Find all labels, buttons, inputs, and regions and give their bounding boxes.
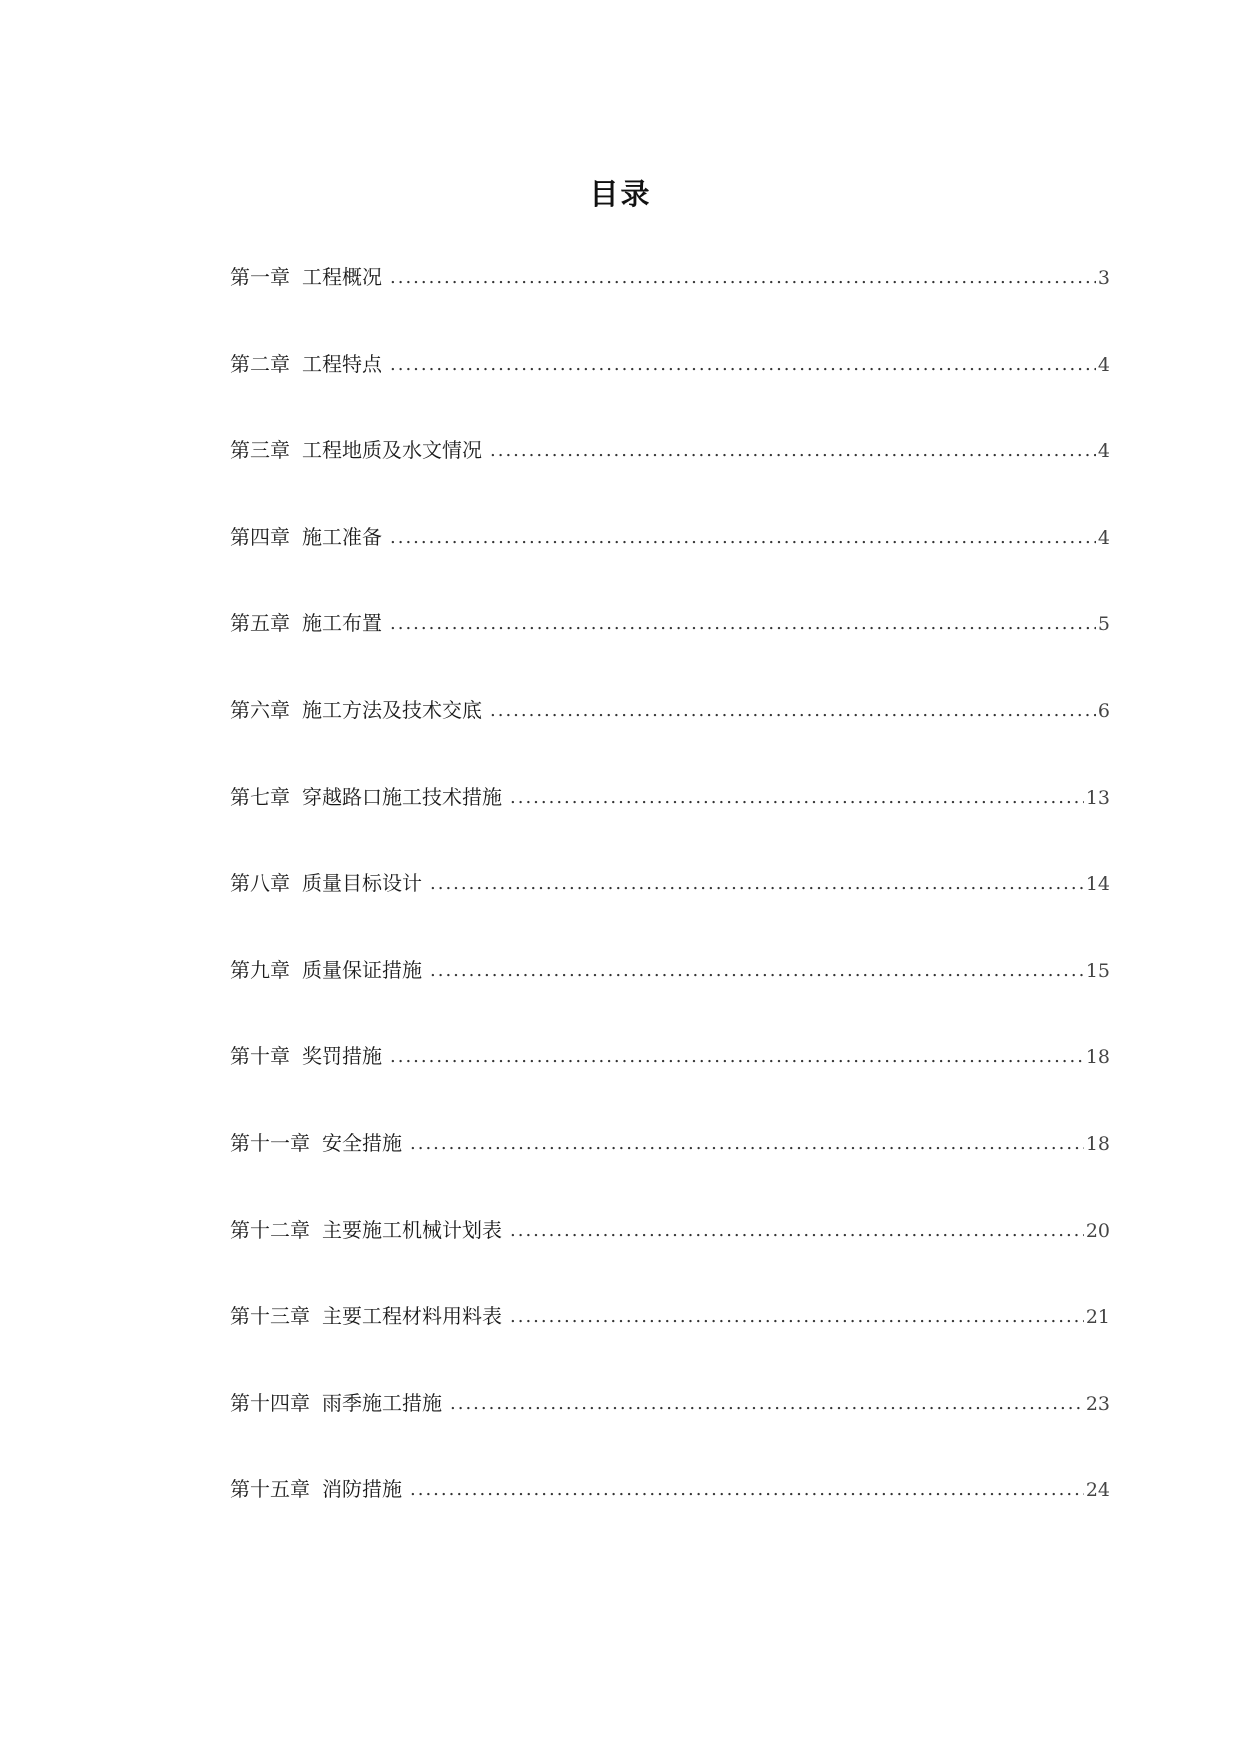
toc-chapter-number: 第十三章 xyxy=(230,1304,310,1329)
toc-chapter-title: 工程特点 xyxy=(302,351,382,376)
toc-chapter-number: 第八章 xyxy=(230,871,290,896)
toc-dot-leader xyxy=(450,1389,1084,1419)
toc-entry[interactable] xyxy=(230,868,1110,955)
toc-chapter-number: 第五章 xyxy=(230,611,290,636)
toc-chapter-number: 第六章 xyxy=(230,697,290,722)
toc-entry[interactable] xyxy=(230,1301,1110,1388)
toc-chapter-title: 施工布置 xyxy=(302,611,382,636)
toc-chapter-title: 质量目标设计 xyxy=(302,871,422,896)
toc-chapter-number: 第十一章 xyxy=(230,1130,310,1155)
toc-page-number: 18 xyxy=(1085,1046,1110,1069)
toc-dot-leader xyxy=(430,956,1084,986)
toc-entry[interactable] xyxy=(230,1474,1110,1561)
toc-dot-leader xyxy=(510,1216,1084,1246)
toc-chapter-title: 主要工程材料用料表 xyxy=(322,1304,502,1329)
toc-dot-leader xyxy=(430,869,1084,899)
toc-dot-leader xyxy=(390,609,1096,639)
page-title: 目录 xyxy=(589,177,652,211)
toc-chapter-title: 雨季施工措施 xyxy=(322,1390,442,1415)
toc-entry[interactable] xyxy=(230,782,1110,869)
toc-chapter-title: 施工方法及技术交底 xyxy=(302,697,482,722)
toc-page-number: 20 xyxy=(1085,1219,1110,1242)
toc-dot-leader xyxy=(510,783,1084,813)
toc-page-number: 3 xyxy=(1097,267,1110,289)
toc-chapter-number: 第九章 xyxy=(230,957,290,982)
toc-dot-leader xyxy=(390,523,1096,553)
toc-page-number: 24 xyxy=(1085,1479,1110,1502)
toc-page-number: 5 xyxy=(1097,613,1110,636)
toc-dot-leader xyxy=(510,1302,1084,1332)
toc-dot-leader xyxy=(490,436,1096,466)
toc-page-number: 18 xyxy=(1085,1132,1110,1155)
toc-chapter-title: 施工准备 xyxy=(302,524,382,549)
toc-page-number: 15 xyxy=(1085,959,1110,982)
toc-entry[interactable] xyxy=(230,955,1110,1042)
toc-page-number: 4 xyxy=(1097,353,1110,376)
toc-entry[interactable] xyxy=(230,608,1110,695)
toc-list xyxy=(230,262,1110,1561)
toc-chapter-title: 工程地质及水文情况 xyxy=(302,438,482,463)
toc-chapter-number: 第一章 xyxy=(230,265,290,289)
toc-chapter-title: 安全措施 xyxy=(322,1130,402,1155)
toc-page-number: 4 xyxy=(1097,440,1110,463)
toc-page-number: 13 xyxy=(1085,786,1110,809)
toc-dot-leader xyxy=(390,350,1096,380)
toc-chapter-number: 第十二章 xyxy=(230,1217,310,1242)
toc-page-number: 6 xyxy=(1097,699,1110,722)
toc-dot-leader xyxy=(410,1475,1084,1505)
toc-entry[interactable] xyxy=(230,522,1110,609)
toc-dot-leader xyxy=(390,1042,1084,1072)
toc-chapter-title: 消防措施 xyxy=(322,1477,402,1502)
toc-page-number: 4 xyxy=(1097,526,1110,549)
toc-page-number: 21 xyxy=(1085,1306,1110,1329)
toc-entry[interactable] xyxy=(230,1215,1110,1302)
toc-chapter-number: 第十四章 xyxy=(230,1390,310,1415)
toc-chapter-title: 奖罚措施 xyxy=(302,1044,382,1069)
toc-chapter-number: 第十五章 xyxy=(230,1477,310,1502)
toc-chapter-number: 第七章 xyxy=(230,784,290,809)
toc-dot-leader xyxy=(490,696,1096,726)
toc-entry[interactable] xyxy=(230,1388,1110,1475)
toc-entry[interactable] xyxy=(230,1041,1110,1128)
toc-chapter-title: 主要施工机械计划表 xyxy=(322,1217,502,1242)
toc-chapter-number: 第二章 xyxy=(230,351,290,376)
toc-chapter-number: 第四章 xyxy=(230,524,290,549)
toc-dot-leader xyxy=(390,263,1096,293)
toc-entry[interactable] xyxy=(230,349,1110,436)
toc-page-number: 14 xyxy=(1085,873,1110,896)
toc-chapter-title: 工程概况 xyxy=(302,265,382,289)
toc-entry[interactable] xyxy=(230,435,1110,522)
toc-dot-leader xyxy=(410,1129,1084,1159)
toc-entry[interactable] xyxy=(230,262,1110,349)
toc-entry[interactable] xyxy=(230,695,1110,782)
toc-chapter-title: 质量保证措施 xyxy=(302,957,422,982)
toc-chapter-title: 穿越路口施工技术措施 xyxy=(302,784,502,809)
toc-chapter-number: 第三章 xyxy=(230,438,290,463)
toc-entry[interactable] xyxy=(230,1128,1110,1215)
toc-page-number: 23 xyxy=(1085,1392,1110,1415)
toc-chapter-number: 第十章 xyxy=(230,1044,290,1069)
